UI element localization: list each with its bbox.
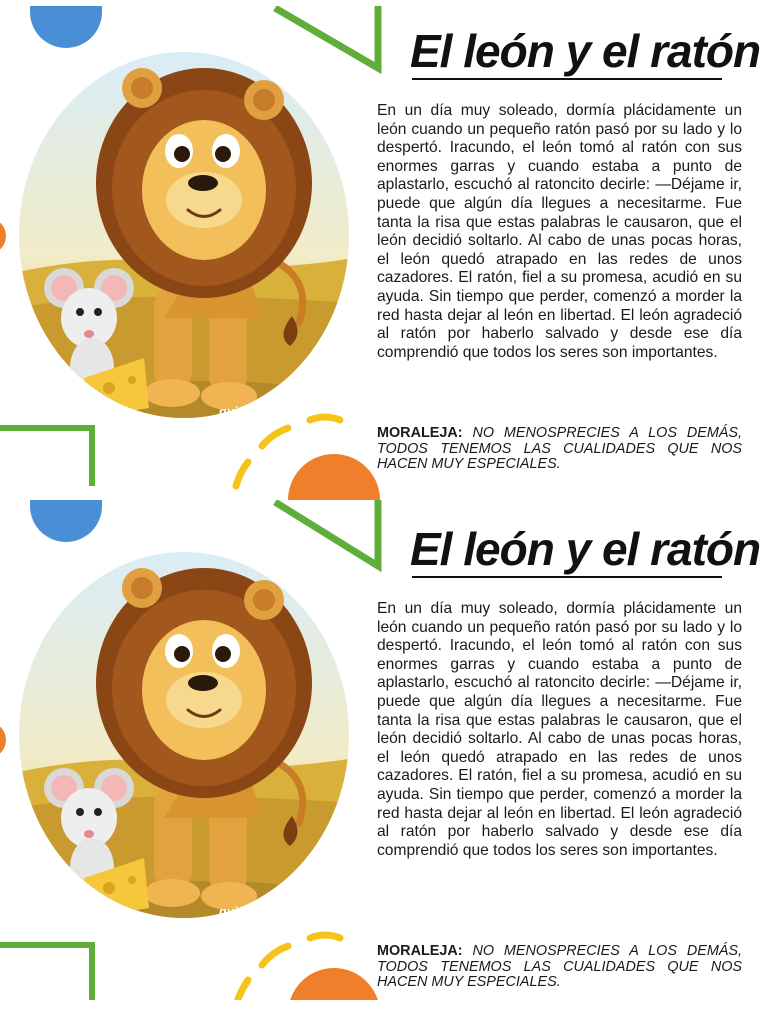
- story-title: El león y el ratón: [410, 523, 761, 575]
- lion-and-mouse-illustration: [14, 48, 354, 423]
- lion-and-mouse-illustration: [14, 548, 354, 923]
- story-title: El león y el ratón: [410, 25, 761, 77]
- moral-label: MORALEJA:: [377, 943, 463, 959]
- moral-label: MORALEJA:: [377, 425, 463, 441]
- story-text: En un día muy soleado, dormía plácidamente un león cuando un pequeño ratón pasó por su lado y lo despertó. Iracundo, el león tomó al ratón con sus enormes garras y cuando estaba a punto de aplastarlo, escuchó al ratoncito decirle: —Déjame ir, puede que algún día llegues a necesitarme. Fue tanta la risa que estas palabras le causaron, que el león decidió soltarlo. Al cabo de unas pocas horas, el león quedó atrapado en las redes de unos cazadores. El ratón, fiel a su promesa, acudió en su ayuda. Sin tiempo que perder, comenzó a morder la red hasta dejar al león en libertad. El león agradeció al ratón por haberlo salvado y desde ese día comprendió que todos los seres son importantes.: [377, 102, 742, 361]
- watermark-text: guia: [219, 404, 246, 419]
- moral: [377, 426, 742, 473]
- story-card-top: [0, 6, 768, 506]
- story-card-bottom: [0, 500, 768, 1000]
- title-underline: [412, 576, 722, 578]
- moral: [377, 944, 742, 991]
- story-text: En un día muy soleado, dormía plácidamente un león cuando un pequeño ratón pasó por su lado y lo despertó. Iracundo, el león tomó al ratón con sus enormes garras y cuando estaba a punto de aplastarlo, escuchó al ratoncito decirle: —Déjame ir, puede que algún día llegues a necesitarme. Fue tanta la risa que estas palabras le causaron, que el león decidió soltarlo. Al cabo de unas pocas horas, el león quedó atrapado en las redes de unos cazadores. El ratón, fiel a su promesa, acudió en su ayuda. Sin tiempo que perder, comenzó a morder la red hasta dejar al león en libertad. El león agradeció al ratón por haberlo salvado y desde ese día comprendió que todos los seres son importantes.: [377, 600, 742, 859]
- moral-text: NO MENOSPRECIES A LOS DEMÁS, TODOS TENEMOS LAS CUALIDADES QUE NOS HACEN MUY ESPECIALES.: [377, 943, 742, 990]
- watermark-text: guia: [219, 904, 246, 919]
- title-underline: [412, 78, 722, 80]
- moral-text: NO MENOSPRECIES A LOS DEMÁS, TODOS TENEMOS LAS CUALIDADES QUE NOS HACEN MUY ESPECIALES.: [377, 425, 742, 472]
